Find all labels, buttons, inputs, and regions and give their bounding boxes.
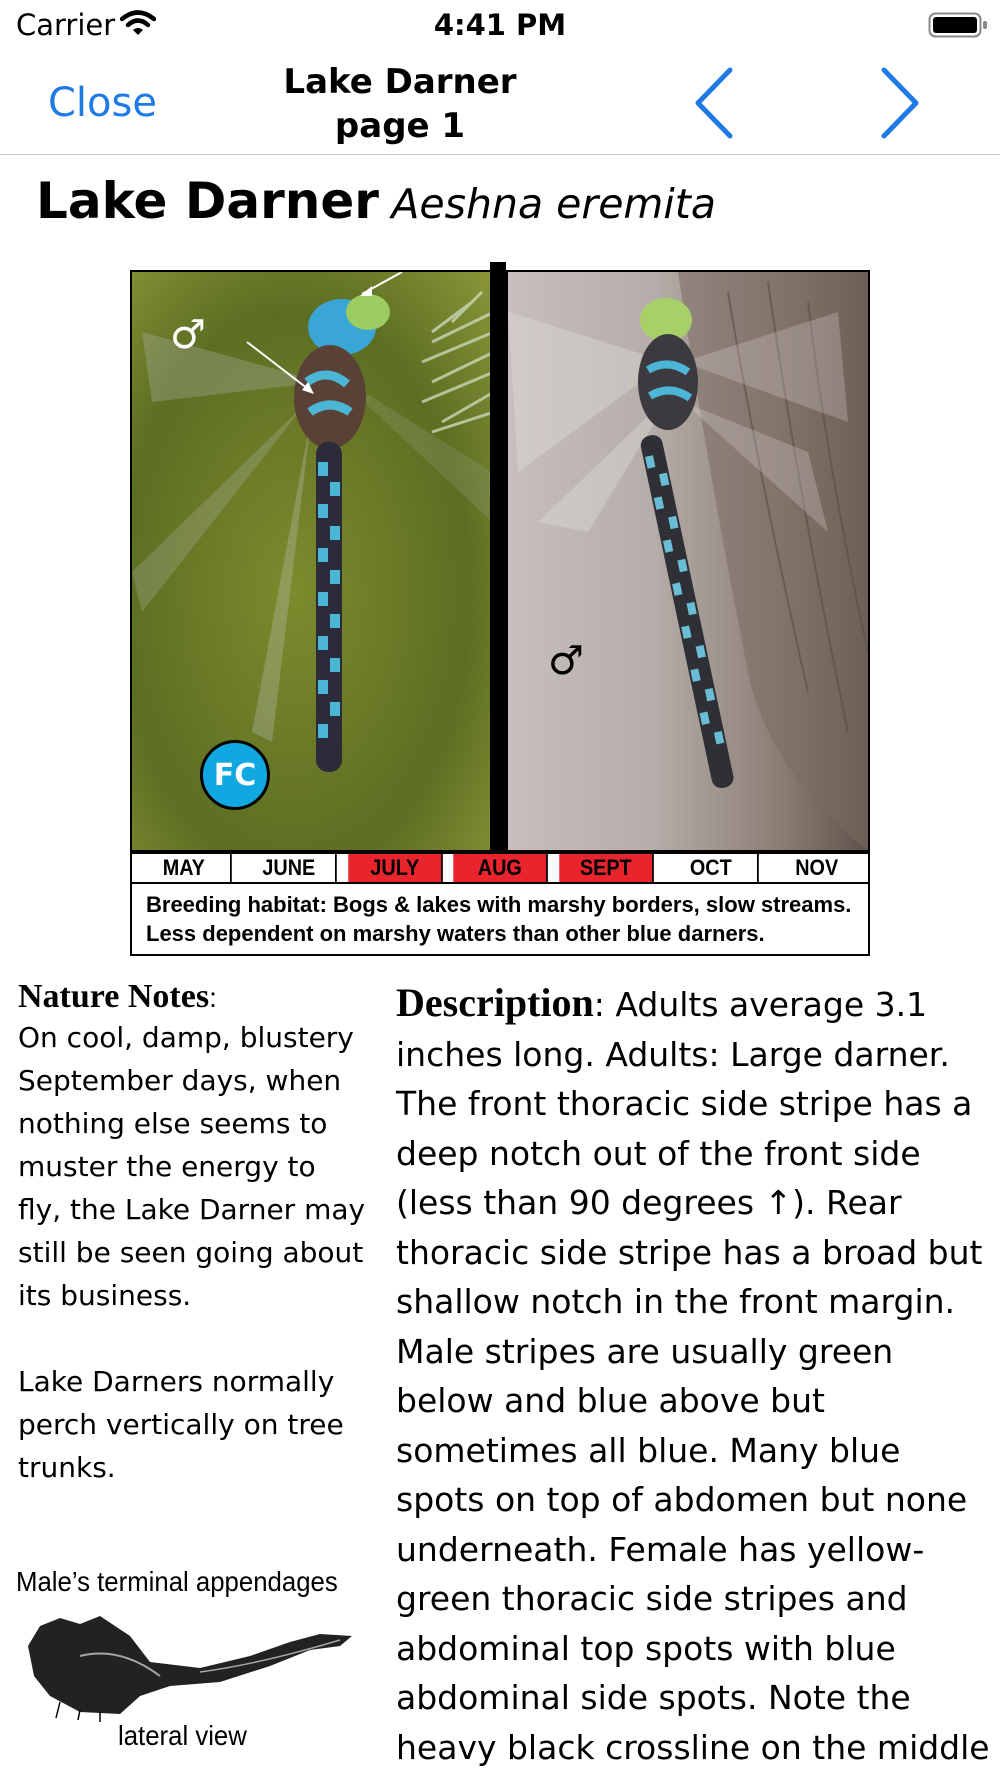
next-page-button[interactable]: [876, 64, 924, 147]
month-oct: OCT: [664, 854, 759, 882]
lateral-view-caption: lateral view: [118, 1720, 247, 1751]
carrier-label: Carrier: [16, 8, 116, 42]
nav-title-page: page 1: [334, 106, 466, 146]
month-june: JUNE: [243, 854, 338, 882]
appendages-caption: Male’s terminal appendages: [16, 1566, 338, 1597]
fc-badge: FC: [200, 740, 270, 810]
species-header: [36, 172, 716, 230]
nature-notes: [18, 978, 366, 1489]
species-plate: [130, 270, 870, 956]
description-title: Description: [396, 980, 594, 1025]
male-symbol-left: ♂: [170, 312, 206, 358]
nav-title: [250, 60, 550, 148]
paragraph-gap: [18, 1317, 366, 1360]
month-may: MAY: [137, 854, 232, 882]
male-photo-perched: [130, 270, 492, 852]
male-photo-tree-trunk: [506, 270, 870, 852]
chevron-left-icon: [690, 64, 738, 142]
previous-page-button[interactable]: [690, 64, 738, 147]
month-july: JULY: [348, 854, 443, 882]
status-bar: [0, 0, 1000, 50]
nature-notes-paragraph-1: On cool, damp, blustery September days, when nothing else seems to muster the energy to fly, the Lake Darner may still be seen going about its business.: [18, 1021, 366, 1312]
species-scientific-name: Aeshna eremita: [391, 180, 716, 228]
month-nov: NOV: [794, 855, 838, 880]
description-text: Adults average 3.1 inches long. Adults: Large darner. The front thoracic side stripe has a deep notch out of the front side (less than 90 degrees ↑). Rear thoracic side stripe has a broad but shallow notch in the front margin. Male stripes are usually green below and blue above but sometimes all blue. Many blue spots on top of abdomen but none underneath. Female has yellow-green thoracic side stripes and abdominal top spots with blue abdominal side spots. Note the heavy black crossline on the middle: [396, 985, 990, 1767]
flight-season-bar: [130, 852, 870, 884]
status-time: 4:41 PM: [433, 8, 567, 42]
breeding-habitat: Breeding habitat: Bogs & lakes with marshy borders, slow streams. Less dependent on marshy waters than other blue darners.: [130, 882, 870, 956]
description: [396, 978, 996, 1772]
close-button[interactable]: Close: [48, 80, 157, 126]
month-aug: AUG: [454, 854, 549, 882]
nav-title-species: Lake Darner: [283, 62, 517, 102]
description-body: [396, 978, 996, 1772]
month-sept: SEPT: [559, 854, 654, 882]
photo-divider: [490, 262, 506, 856]
nature-notes-title: Nature Notes: [18, 978, 210, 1015]
navigation-bar: [0, 50, 1000, 155]
battery-icon: [928, 12, 988, 43]
terminal-appendages-illustration: [20, 1606, 360, 1727]
nature-notes-paragraph-2: Lake Darners normally perch vertically on tree trunks.: [18, 1365, 344, 1484]
chevron-right-icon: [876, 64, 924, 142]
nature-notes-colon: :: [209, 982, 217, 1013]
species-common-name: Lake Darner: [36, 172, 379, 230]
description-colon: :: [593, 985, 616, 1024]
male-symbol-right: ♂: [548, 638, 584, 684]
